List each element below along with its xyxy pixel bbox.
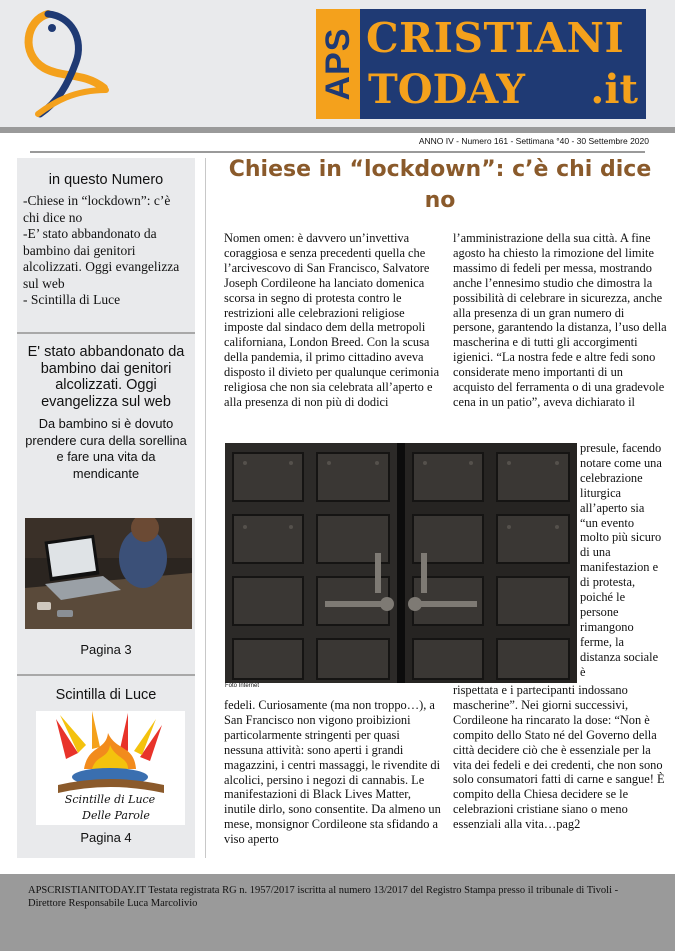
header (0, 0, 675, 128)
toc-list (17, 193, 195, 309)
scintilla-logo (36, 711, 185, 825)
masthead-line2: TODAY (368, 66, 525, 113)
column-divider (205, 158, 206, 858)
article-column-1-top (224, 231, 442, 410)
story-page[interactable]: Pagina 3 (80, 642, 132, 657)
toc-heading: in questo Numero (48, 172, 164, 188)
scintilla-block (17, 687, 195, 703)
article-paragraph: Nomen omen: è davvero un’invettiva coraggiosa e senza precedenti quella che l’arcivescovo di San Francisco, Salvatore Joseph Cordileone ha lanciato domenica scorsa in segno di protesta contro le restrizioni alle celebrazioni religiose imposte dal sindaco dem della metropoli californiana, London Breed. Con la scusa della pandemia, il primo cittadino aveva disposto il divieto per qualunque cerimonia religiosa che non sia celebrata all’aperto e alla presenza di non più di dodici (224, 231, 440, 409)
sidebar-divider (17, 332, 195, 334)
sidebar-divider (17, 674, 195, 676)
toc-item[interactable]: -Chiese in “lockdown”: c’è chi dice no (23, 193, 171, 225)
story-title[interactable]: E' stato abbandonato da bambino dai genitori alcolizzati. Oggi evangelizza sul web (27, 344, 185, 410)
masthead (316, 9, 646, 119)
header-divider (0, 127, 675, 133)
fish-cross-logo-icon (18, 6, 114, 122)
toc-item[interactable]: - Scintilla di Luce (23, 292, 121, 307)
laptop-photo (25, 518, 192, 629)
article-headline: Chiese in “lockdown”: c’è chi dice no (228, 157, 652, 213)
church-door-photo (225, 443, 577, 683)
scintilla-logo-subtext: Delle Parole (82, 809, 150, 822)
photo-caption: Foto Internet (225, 683, 260, 689)
scintilla-heading: Scintilla di Luce (55, 687, 157, 703)
issue-divider (30, 151, 645, 153)
aps-bar (316, 9, 360, 119)
scintilla-logo-text: Scintille di Luce (64, 793, 156, 806)
article-column-2-top (453, 231, 667, 410)
footer (0, 874, 675, 951)
aps-label: APS (319, 27, 357, 101)
story-page-block (17, 642, 195, 657)
story-block (17, 344, 195, 482)
masthead-domain: .it (590, 66, 638, 113)
article-paragraph: presule, facendo notare come una celebrazione liturgica all’aperto sia “un evento molto più sicuro di una manifestazion e di protesta, poiché le persone rimangono ferme, la distanza sociale è (580, 441, 662, 679)
masthead-line1: CRISTIANI (366, 14, 625, 62)
article-column-1-bottom (224, 698, 442, 847)
article-paragraph: fedeli. Curiosamente (ma non troppo…), a San Francisco non vigono proibizioni particolarmente stringenti per quasi nessuna attività: sono aperti i grandi magazzini, i centri massaggi, le rivendite di alcolici, persino i negozi di cannabis. Le manifestazioni di Black Lives Matter, inutile dirlo, sono consentite. Da almeno un mese, monsignor Cordileone sta sfidando a viso aperto (224, 698, 441, 847)
article-paragraph: l’amministrazione della sua città. A fine agosto ha chiesto la rimozione del limite massimo di fedeli per messa, mostrando anche l’ennesimo studio che dimostra la possibilità di celebrare in sicurezza, anche alla presenza di un gran numero di persone, garantendo la distanza, l’uso della mascherina e di tutti gli accorgimenti igienici. “La nostra fede e altre fedi sono considerate meno importanti di un acquisto del ferramenta o di una gradevole cena in un patio”, aveva dichiarato il (453, 231, 667, 409)
article-column-2-bottom (453, 683, 667, 832)
story-subtitle: Da bambino si è dovuto prendere cura della sorellina e fare una vita da mendicante (25, 416, 187, 481)
footer-text: APSCRISTIANITODAY.IT Testata registrata RG n. 1957/2017 iscritta al numero 13/2017 del Registro Stampa presso il tribunale di Tivoli - Direttore Responsabile Luca Marcolivio (28, 885, 619, 909)
scintilla-page-block (17, 830, 195, 845)
toc-item[interactable]: -E’ stato abbandonato da bambino dai genitori alcolizzati. Oggi evangelizza sul web (23, 226, 180, 291)
sidebar (17, 158, 195, 858)
issue-line: ANNO IV - Numero 161 - Settimana °40 - 30 Settembre 2020 (418, 136, 649, 146)
toc-block (17, 172, 195, 309)
article-column-2-narrow (580, 441, 665, 680)
article-paragraph: rispettata e i partecipanti indossano mascherine”. Nei giorni successivi, Cordileone ha rincarato la dose: “Non è compito dello Stato né del Governo della città decidere ciò che è essenziale per la vita dei fedeli e dei credenti, che non sono solo consumatori fatti di carne e sangue! È compito della Chiesa decidere se le celebrazioni cristiane siano o meno essenziali alla vita…pag2 (453, 683, 665, 832)
scintilla-page[interactable]: Pagina 4 (80, 830, 132, 845)
